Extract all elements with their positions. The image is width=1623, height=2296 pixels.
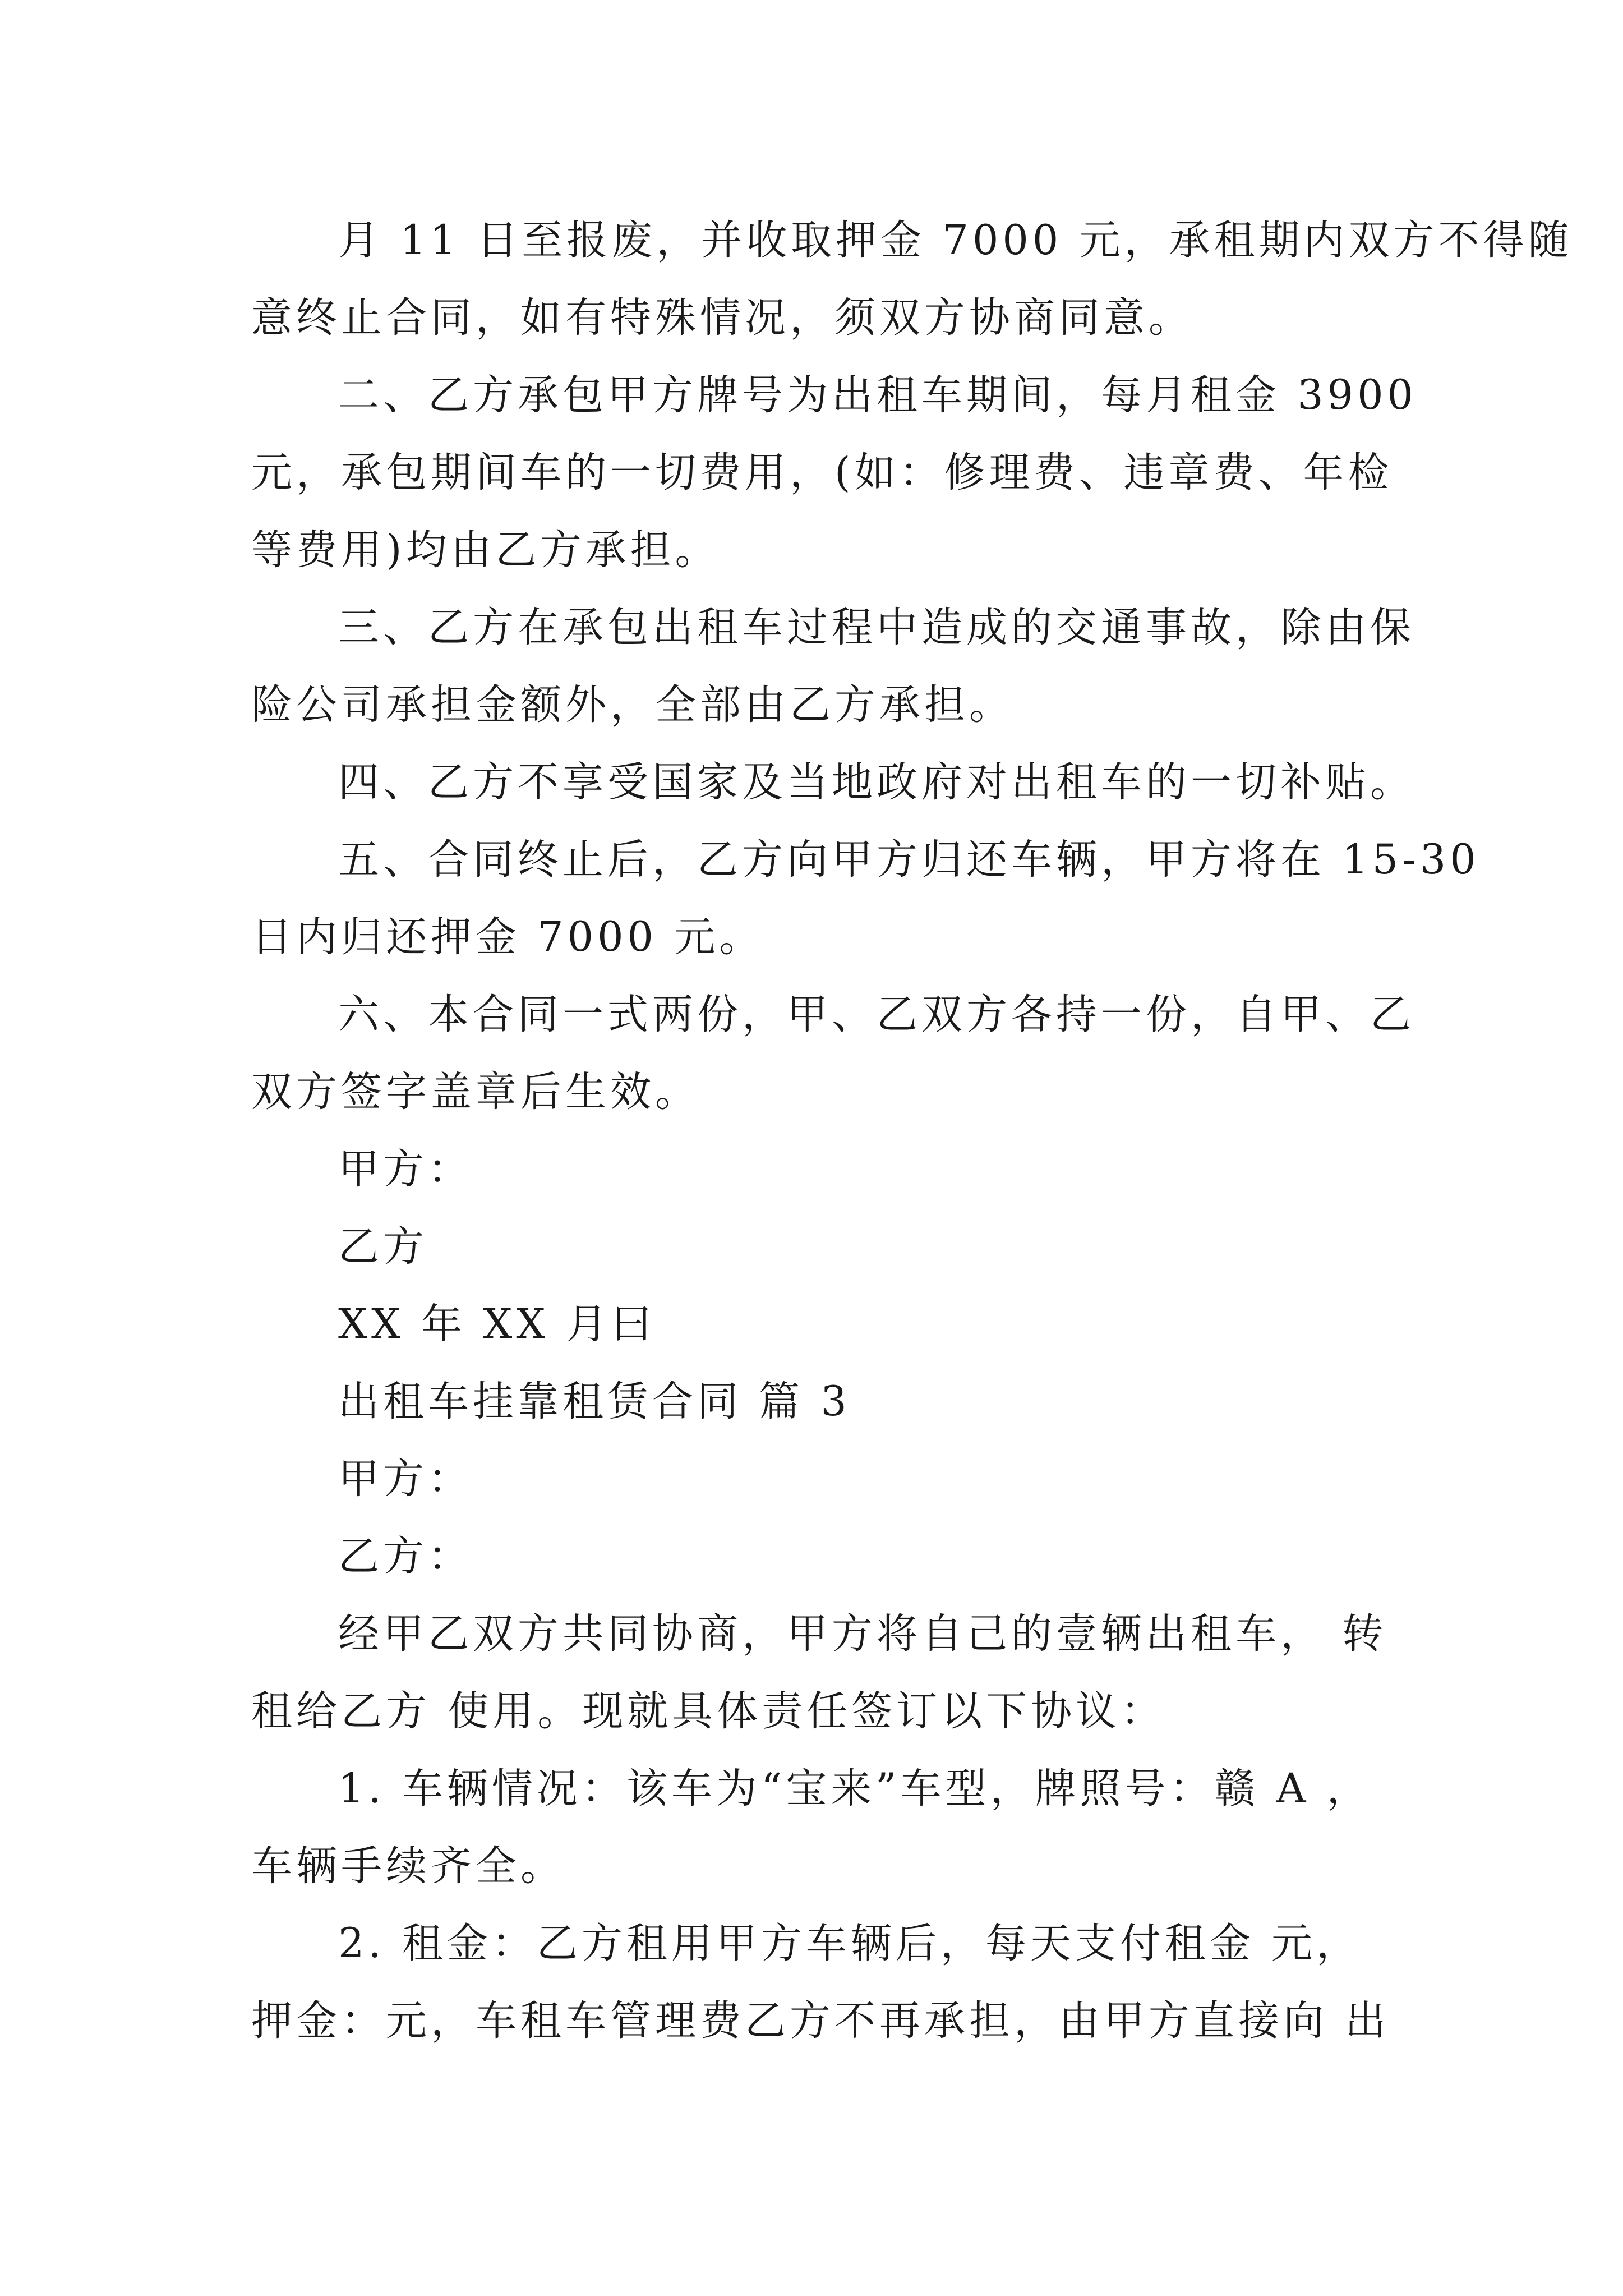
paragraph <box>251 1518 1401 1595</box>
text-line: 甲方： <box>338 1455 473 1503</box>
paragraph <box>251 821 1480 976</box>
text-line: 出租车挂靠租赁合同 篇 3 <box>338 1378 851 1425</box>
text-line: 意终止合同，如有特殊情况，须双方协商同意。 <box>251 294 1193 342</box>
paragraph <box>251 976 1415 1131</box>
text-line: 月 11 日至报废，并收取押金 7000 元，承租期内双方不得随 <box>338 217 1573 264</box>
paragraph <box>251 1595 1401 1750</box>
paragraph <box>251 1905 1401 2060</box>
text-line: 等费用)均由乙方承担。 <box>251 526 720 574</box>
text-line: 元，承包期间车的一切费用，(如：修理费、违章费、年检 <box>251 449 1393 496</box>
text-line: 甲方： <box>338 1145 473 1193</box>
paragraph <box>251 1363 1401 1441</box>
text-line: 五、合同终止后，乙方向甲方归还车辆，甲方将在 15-30 <box>338 836 1480 884</box>
text-line: 车辆手续齐全。 <box>251 1842 565 1890</box>
text-line: 三、乙方在承包出租车过程中造成的交通事故，除由保 <box>338 604 1415 651</box>
text-line: XX 年 XX 月曰 <box>338 1300 656 1348</box>
text-line: 乙方： <box>338 1533 473 1580</box>
text-line: 险公司承担金额外，全部由乙方承担。 <box>251 681 1014 729</box>
paragraph <box>251 744 1415 821</box>
text-line: 押金：元，车租车管理费乙方不再承担，由甲方直接向 出 <box>251 1997 1390 2045</box>
paragraph <box>251 357 1417 589</box>
text-line: 租给乙方 使用。现就具体责任签订以下协议： <box>251 1687 1166 1735</box>
text-line: 双方签字盖章后生效。 <box>251 1068 700 1116</box>
text-line: 1. 车辆情况：该车为“宝来”车型，牌照号：赣 A ， <box>338 1765 1372 1812</box>
paragraph <box>251 202 1573 357</box>
paragraph <box>251 1286 1401 1363</box>
text-line: 四、乙方不享受国家及当地政府对出租车的一切补贴。 <box>338 758 1415 806</box>
text-line: 乙方 <box>338 1223 428 1271</box>
text-line: 日内归还押金 7000 元。 <box>251 913 764 961</box>
text-line: 二、乙方承包甲方牌号为出租车期间，每月租金 3900 <box>338 371 1417 419</box>
paragraph <box>251 1750 1401 1905</box>
paragraph <box>251 589 1415 744</box>
paragraph <box>251 1441 1401 1518</box>
text-line: 六、本合同一式两份，甲、乙双方各持一份，自甲、乙 <box>338 991 1415 1038</box>
text-line: 经甲乙双方共同协商，甲方将自己的壹辆出租车， 转 <box>338 1610 1387 1658</box>
document-body <box>251 202 1573 2060</box>
text-line: 2. 租金：乙方租用甲方车辆后，每天支付租金 元， <box>338 1920 1362 1967</box>
paragraph <box>251 1131 1401 1208</box>
paragraph <box>251 1208 1401 1286</box>
